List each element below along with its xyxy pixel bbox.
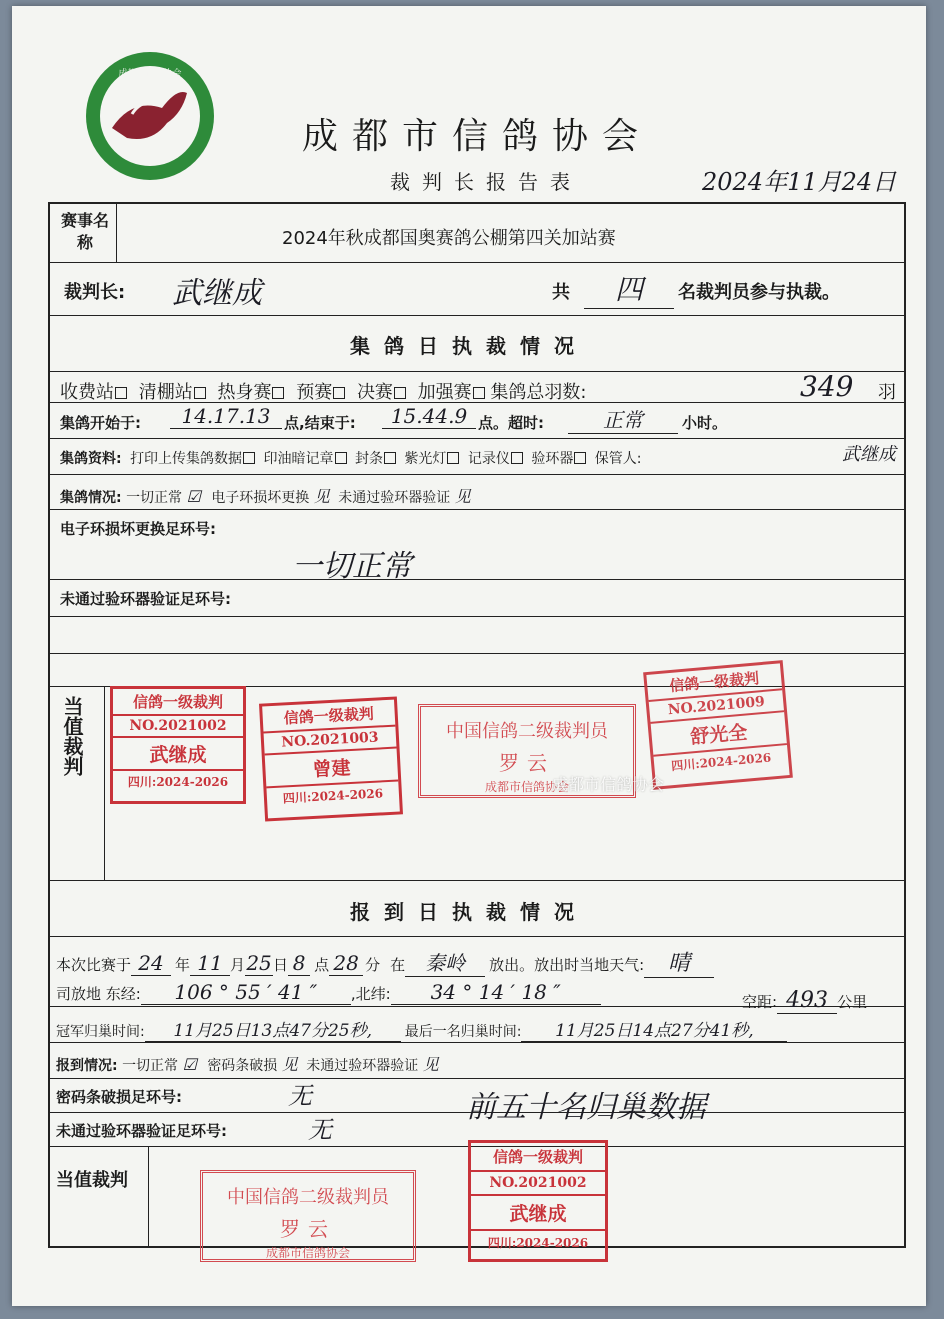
release-row: 本次比赛于 24 年 11 月25日 8 点 28 分 在 秦岭 放出。放出时当地天气: 晴 bbox=[56, 946, 714, 978]
report-verify-mark: 见 bbox=[422, 1055, 439, 1074]
material-print-checkbox[interactable] bbox=[243, 452, 255, 464]
material-recorder-checkbox[interactable] bbox=[511, 452, 523, 464]
return-times-row: 冠军归巢时间: 11月25日13点47分25秒, 最后一名归巢时间: 11月25日14点27分41秒, bbox=[56, 1016, 787, 1042]
longitude: 106 ° 55 ′ 41 ″ bbox=[141, 980, 351, 1005]
stamp-arrival-2: 信鸽一级裁判 NO.2021002 武继成 四川:2024-2026 bbox=[468, 1140, 608, 1262]
status-ring-replace-mark: 见 bbox=[313, 487, 330, 506]
association-logo bbox=[82, 48, 218, 184]
material-seal: 封条 bbox=[354, 451, 383, 467]
release-weather: 晴 bbox=[644, 946, 714, 978]
overtime-unit: 小时。 bbox=[682, 414, 728, 432]
race-type-toll: 收费站 bbox=[60, 382, 114, 403]
collection-status-label: 集鸽情况: bbox=[60, 490, 122, 506]
champion-return-time: 11月25日13点47分25秒, bbox=[145, 1016, 401, 1042]
ring-fail-label: 未通过验环器验证足环号: bbox=[60, 590, 231, 608]
total-birds-label: 集鸽总羽数: bbox=[490, 382, 587, 403]
code-broken-handwritten: 无 bbox=[288, 1082, 312, 1110]
material-recorder: 记录仪 bbox=[467, 451, 510, 467]
overtime-handwritten: 正常 bbox=[568, 404, 678, 434]
race-type-prelim: 预赛 bbox=[296, 382, 333, 403]
arrival-section-title: 报到日执裁情况 bbox=[350, 900, 588, 924]
material-uv: 紫光灯 bbox=[404, 451, 447, 467]
race-type-clear-checkbox[interactable] bbox=[194, 387, 206, 399]
collection-end-handwritten: 15.44.9 bbox=[382, 404, 476, 429]
handwritten-note: 前五十名归巢数据 bbox=[466, 1090, 706, 1125]
collection-duty-label: 当值裁判 bbox=[60, 696, 84, 776]
release-minute: 28 bbox=[329, 951, 363, 976]
stamp-arrival-1: 中国信鸽二级裁判员 罗云 成都市信鸽协会 bbox=[200, 1170, 416, 1262]
race-type-prelim-checkbox[interactable] bbox=[333, 387, 345, 399]
ring-replace-label: 电子环损坏更换足环号: bbox=[60, 520, 216, 538]
report-code-mark: 见 bbox=[281, 1055, 298, 1074]
last-return-time: 11月25日14点27分41秒, bbox=[521, 1016, 787, 1042]
status-verify-fail: 未通过验环器验证 bbox=[338, 490, 451, 506]
release-hour: 8 bbox=[288, 951, 310, 976]
arrival-fail-handwritten: 无 bbox=[308, 1116, 332, 1144]
referee-count-suffix: 名裁判员参与执裁。 bbox=[678, 282, 840, 303]
report-status-row: 报到情况: 一切正常 ☑ 密码条破损 见 未通过验环器验证 见 bbox=[56, 1055, 439, 1074]
status-verify-fail-mark: 见 bbox=[454, 487, 471, 506]
collection-start-label: 集鸽开始于: bbox=[60, 414, 141, 432]
report-sheet bbox=[12, 6, 926, 1306]
materials-label: 集鸽资料: bbox=[60, 451, 122, 467]
materials-row bbox=[60, 448, 642, 468]
report-normal-mark: ☑ bbox=[182, 1055, 197, 1074]
material-stamp-checkbox[interactable] bbox=[335, 452, 347, 464]
form-subtitle: 裁判长报告表 bbox=[390, 170, 582, 194]
keeper-label: 保管人: bbox=[594, 451, 642, 467]
keeper-handwritten: 武继成 bbox=[842, 444, 896, 465]
svg-text:成都市信鸽协会: 成都市信鸽协会 bbox=[118, 69, 182, 79]
distance-handwritten: 493 bbox=[777, 988, 837, 1014]
material-verifier: 验环器 bbox=[531, 451, 574, 467]
stamp-referee-4: 信鸽一级裁判 NO.2021009 舒光全 四川:2024-2026 bbox=[643, 660, 793, 790]
arrival-fail-label: 未通过验环器验证足环号: bbox=[56, 1122, 227, 1140]
latitude: 34 ° 14 ′ 18 ″ bbox=[391, 980, 601, 1005]
watermark: 成都市信鸽协会 bbox=[552, 775, 665, 794]
distance-row: 空距: 493 公里 bbox=[742, 988, 868, 1013]
chief-name-handwritten: 武继成 bbox=[172, 276, 262, 311]
material-verifier-checkbox[interactable] bbox=[574, 452, 586, 464]
material-stamp: 印油暗记章 bbox=[263, 451, 334, 467]
race-type-clear: 清棚站 bbox=[138, 382, 193, 403]
race-type-warmup-checkbox[interactable] bbox=[272, 387, 284, 399]
material-uv-checkbox[interactable] bbox=[447, 452, 459, 464]
arrival-duty-label: 当值裁判 bbox=[56, 1170, 128, 1191]
collection-section-title: 集鸽日执裁情况 bbox=[350, 334, 588, 358]
release-place: 秦岭 bbox=[405, 947, 485, 977]
release-year: 24 bbox=[131, 951, 171, 976]
stamp-referee-1: 信鸽一级裁判 NO.2021002 武继成 四川:2024-2026 bbox=[110, 686, 246, 804]
total-birds-unit: 羽 bbox=[878, 382, 896, 403]
page-title: 成都市信鸽协会 bbox=[302, 116, 653, 157]
coords-row: 司放地 东经: 106 ° 55 ′ 41 ″ ,北纬: 34 ° 14 ′ 18 ″ bbox=[56, 980, 601, 1005]
race-type-extra: 加强赛 bbox=[417, 382, 472, 403]
race-type-row bbox=[60, 378, 586, 404]
stamp-referee-2: 信鸽一级裁判 NO.2021003 曾建 四川:2024-2026 bbox=[259, 696, 403, 821]
referee-count-handwritten: 四 bbox=[584, 268, 674, 309]
release-month: 11 bbox=[190, 951, 230, 976]
chief-label: 裁判长: bbox=[64, 282, 126, 303]
ring-replace-handwritten: 一切正常 bbox=[292, 549, 412, 584]
collection-end-label: 点,结束于: bbox=[284, 414, 356, 432]
total-birds-handwritten: 349 bbox=[800, 370, 854, 403]
status-ring-replace: 电子环损坏更换 bbox=[211, 490, 310, 506]
race-type-toll-checkbox[interactable] bbox=[115, 387, 127, 399]
material-seal-checkbox[interactable] bbox=[384, 452, 396, 464]
handwritten-date: 2024年11月24日 bbox=[702, 168, 897, 196]
race-type-warmup: 热身赛 bbox=[217, 382, 272, 403]
race-type-extra-checkbox[interactable] bbox=[473, 387, 485, 399]
stamp-referee-3: 中国信鸽二级裁判员 罗云 成都市信鸽协会 bbox=[418, 704, 636, 798]
collection-start-handwritten: 14.17.13 bbox=[170, 404, 282, 429]
event-name: 2024年秋成都国奥赛鸽公棚第四关加站赛 bbox=[282, 228, 616, 249]
status-normal: 一切正常 bbox=[126, 490, 183, 506]
overtime-label: 点。超时: bbox=[478, 414, 544, 432]
collection-status-row bbox=[60, 484, 471, 507]
code-broken-label: 密码条破损足环号: bbox=[56, 1088, 182, 1106]
material-print: 打印上传集鸽数据 bbox=[130, 451, 243, 467]
race-type-final-checkbox[interactable] bbox=[394, 387, 406, 399]
release-day: 25 bbox=[246, 951, 272, 975]
referee-count-prefix: 共 bbox=[552, 282, 570, 303]
race-type-final: 决赛 bbox=[356, 382, 393, 403]
event-label: 赛事名称 bbox=[60, 211, 109, 252]
status-normal-mark: ☑ bbox=[186, 487, 201, 506]
